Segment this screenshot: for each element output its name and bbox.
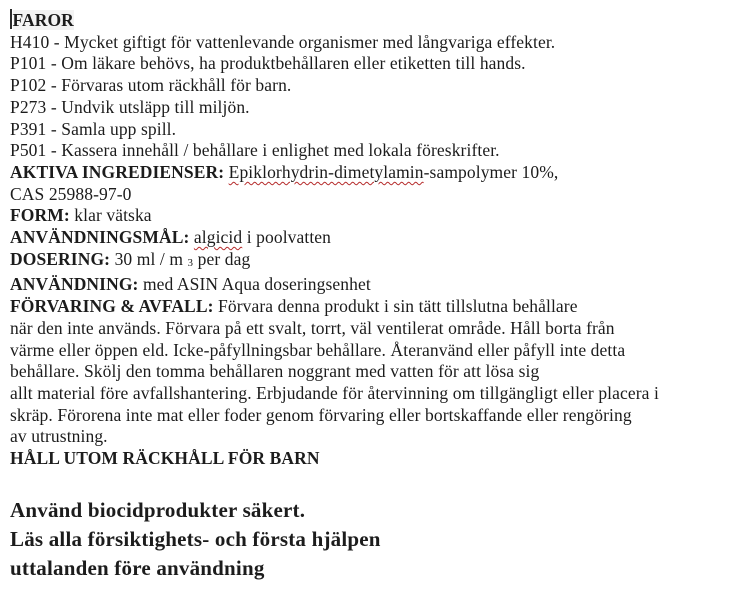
line-p101	[10, 53, 747, 75]
misspelled-word: Epiklorhydrin-dimetylamin	[228, 161, 424, 182]
line-biocid-notice-1	[10, 496, 747, 525]
text-segment: med ASIN Aqua doseringsenhet	[138, 274, 371, 295]
text-caret	[10, 9, 12, 29]
text-segment: 3	[187, 256, 194, 269]
text-segment: FÖRVARING & AVFALL:	[10, 296, 214, 317]
line-hall-utom-rackhall	[10, 448, 747, 470]
text-segment: P273 - Undvik utsläpp till miljön.	[10, 96, 250, 117]
line-dosering	[10, 249, 747, 275]
text-segment: uttalanden före användning	[10, 555, 265, 580]
text-segment: P101 - Om läkare behövs, ha produktbehållaren eller etiketten till hands.	[10, 53, 526, 74]
line-biocid-notice-3	[10, 554, 747, 583]
text-segment: Läs alla försiktighets- och första hjälpen	[10, 526, 381, 551]
line-form	[10, 205, 747, 227]
line-aktiva-ingredienser	[10, 162, 747, 184]
text-segment: H410 - Mycket giftigt för vattenlevande organismer med långvariga effekter.	[10, 31, 556, 52]
line-spacer	[10, 470, 747, 496]
line-forvaring-3	[10, 340, 747, 362]
text-segment: allt material före avfallshantering. Erbjudande för återvinning om tillgängligt eller placera i	[10, 382, 659, 403]
line-p501	[10, 140, 747, 162]
text-segment: HÅLL UTOM RÄCKHÅLL FÖR BARN	[10, 448, 320, 469]
line-p273	[10, 97, 747, 119]
text-segment: Använd biocidprodukter säkert.	[10, 497, 306, 522]
line-anvandning	[10, 274, 747, 296]
text-segment: klar vätska	[69, 205, 152, 226]
text-segment: ANVÄNDNING:	[10, 274, 139, 295]
text-segment: ANVÄNDNINGSMÅL:	[10, 227, 190, 248]
text-segment: skräp. Förorena inte mat eller foder genom förvaring eller bortskaffande eller rengöring	[10, 404, 632, 425]
text-segment: Förvara denna produkt i sin tätt tillslutna behållare	[213, 296, 578, 317]
line-forvaring-6	[10, 405, 747, 427]
line-anvandningsmal	[10, 227, 747, 249]
text-segment: FAROR	[12, 10, 74, 30]
line-p391	[10, 119, 747, 141]
text-segment: per dag	[193, 248, 251, 269]
text-segment: när den inte används. Förvara på ett svalt, torrt, väl ventilerat område. Håll borta från	[10, 317, 615, 338]
line-h410	[10, 32, 747, 54]
text-segment: P391 - Samla upp spill.	[10, 118, 177, 139]
text-segment: i poolvatten	[242, 227, 332, 248]
line-forvaring-5	[10, 383, 747, 405]
text-segment: CAS 25988-97-0	[10, 183, 132, 204]
line-cas	[10, 184, 747, 206]
line-forvaring-avfall	[10, 296, 747, 318]
line-biocid-notice-2	[10, 525, 747, 554]
text-segment: av utrustning.	[10, 426, 108, 447]
text-segment: FORM:	[10, 205, 70, 226]
text-segment: DOSERING:	[10, 248, 111, 269]
text-segment: 30 ml / m	[110, 248, 188, 269]
text-segment: P501 - Kassera innehåll / behållare i enlighet med lokala föreskrifter.	[10, 140, 500, 161]
line-p102	[10, 75, 747, 97]
text-segment: P102 - Förvaras utom räckhåll för barn.	[10, 75, 292, 96]
text-segment: AKTIVA INGREDIENSER:	[10, 161, 225, 182]
line-forvaring-7	[10, 426, 747, 448]
misspelled-word: algicid	[193, 227, 243, 248]
text-segment: -sampolymer 10%,	[423, 161, 559, 182]
line-forvaring-4	[10, 361, 747, 383]
text-segment: värme eller öppen eld. Icke-påfyllningsbar behållare. Återanvänd eller påfyll inte detta	[10, 339, 626, 360]
line-forvaring-2	[10, 318, 747, 340]
line-faror-heading	[10, 9, 747, 32]
text-segment: behållare. Skölj den tomma behållaren noggrant med vatten för att lösa sig	[10, 361, 540, 382]
